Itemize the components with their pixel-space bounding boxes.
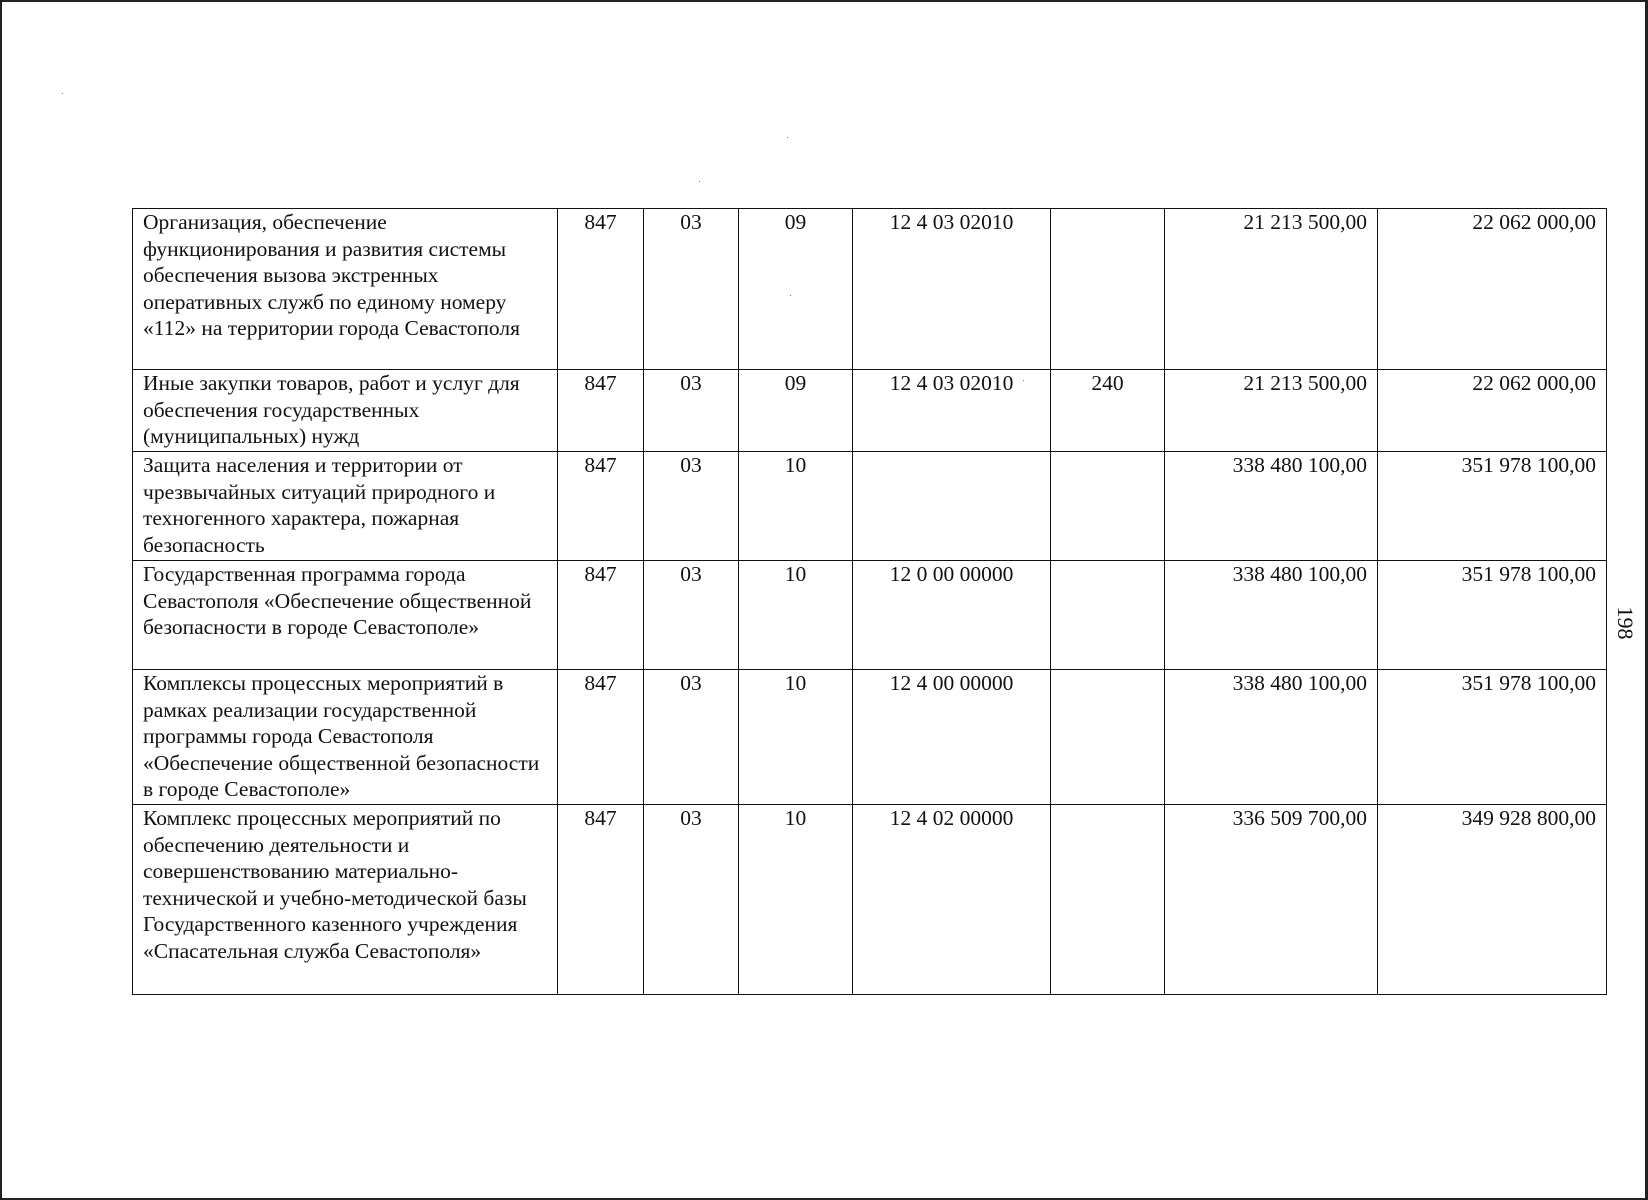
row-vr: 240 xyxy=(1051,370,1165,452)
row-pr: 10 xyxy=(739,805,853,995)
budget-table xyxy=(132,208,1607,995)
table-row xyxy=(133,561,1607,670)
row-sum1: 338 480 100,00 xyxy=(1165,670,1378,805)
row-name: Иные закупки товаров, работ и услуг для обеспечения государственных (муниципальных) нужд xyxy=(133,370,558,452)
table-row xyxy=(133,452,1607,561)
row-vr xyxy=(1051,209,1165,370)
row-vr xyxy=(1051,561,1165,670)
row-name: Защита населения и территории от чрезвычайных ситуаций природного и техногенного характера, пожарная безопасность xyxy=(133,452,558,561)
scan-speck xyxy=(787,137,788,138)
row-pr: 10 xyxy=(739,561,853,670)
row-rz: 03 xyxy=(644,209,739,370)
row-ved: 847 xyxy=(558,670,644,805)
row-vr xyxy=(1051,670,1165,805)
scan-border-top xyxy=(0,0,1648,2)
scan-border-left xyxy=(0,0,2,1200)
table-row xyxy=(133,805,1607,995)
row-sum1: 21 213 500,00 xyxy=(1165,209,1378,370)
row-sum1: 338 480 100,00 xyxy=(1165,561,1378,670)
row-csr: 12 4 02 00000 xyxy=(853,805,1051,995)
row-sum1: 336 509 700,00 xyxy=(1165,805,1378,995)
row-rz: 03 xyxy=(644,561,739,670)
scan-speck xyxy=(699,181,700,182)
row-pr: 10 xyxy=(739,670,853,805)
scan-speck xyxy=(62,93,63,94)
row-pr: 09 xyxy=(739,209,853,370)
row-sum2: 351 978 100,00 xyxy=(1378,452,1607,561)
row-rz: 03 xyxy=(644,452,739,561)
row-pr: 10 xyxy=(739,452,853,561)
row-sum2: 351 978 100,00 xyxy=(1378,561,1607,670)
row-sum2: 22 062 000,00 xyxy=(1378,370,1607,452)
row-csr xyxy=(853,452,1051,561)
row-name: Комплекс процессных мероприятий по обеспечению деятельности и совершенствованию материально-технической и учебно-методической базы Государственного казенного учреждения «Спасательная служба Севастополя» xyxy=(133,805,558,995)
row-csr: 12 4 00 00000 xyxy=(853,670,1051,805)
row-name: Государственная программа города Севастополя «Обеспечение общественной безопасности в городе Севастополе» xyxy=(133,561,558,670)
table-row xyxy=(133,209,1607,370)
page-number: 198 xyxy=(1613,606,1638,640)
row-name: Комплексы процессных мероприятий в рамках реализации государственной программы города Севастополя «Обеспечение общественной безопасности в городе Севастополе» xyxy=(133,670,558,805)
row-ved: 847 xyxy=(558,209,644,370)
row-sum1: 338 480 100,00 xyxy=(1165,452,1378,561)
table-row xyxy=(133,670,1607,805)
table-body xyxy=(133,209,1607,995)
row-ved: 847 xyxy=(558,452,644,561)
row-rz: 03 xyxy=(644,670,739,805)
row-rz: 03 xyxy=(644,370,739,452)
row-csr: 12 4 03 02010 xyxy=(853,209,1051,370)
row-rz: 03 xyxy=(644,805,739,995)
row-ved: 847 xyxy=(558,805,644,995)
row-sum2: 351 978 100,00 xyxy=(1378,670,1607,805)
row-csr: 12 0 00 00000 xyxy=(853,561,1051,670)
row-ved: 847 xyxy=(558,561,644,670)
row-vr xyxy=(1051,805,1165,995)
row-sum2: 22 062 000,00 xyxy=(1378,209,1607,370)
row-sum1: 21 213 500,00 xyxy=(1165,370,1378,452)
row-ved: 847 xyxy=(558,370,644,452)
row-csr: 12 4 03 02010 xyxy=(853,370,1051,452)
row-vr xyxy=(1051,452,1165,561)
table-row xyxy=(133,370,1607,452)
row-name: Организация, обеспечение функционирования и развития системы обеспечения вызова экстренных оперативных служб по единому номеру «112» на территории города Севастополя xyxy=(133,209,558,370)
row-pr: 09 xyxy=(739,370,853,452)
row-sum2: 349 928 800,00 xyxy=(1378,805,1607,995)
